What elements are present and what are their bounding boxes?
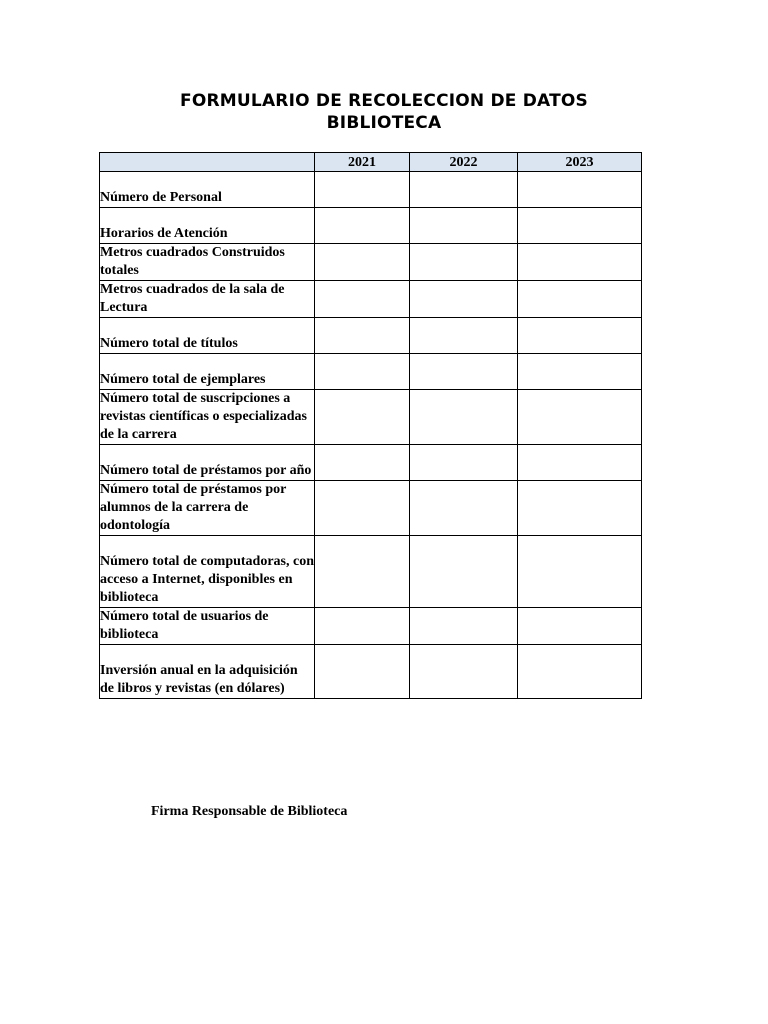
row-label: Número total de computadoras, con acceso a Internet, disponibles en biblioteca: [100, 536, 315, 608]
row-label: Número total de títulos: [100, 318, 315, 354]
table-row: [100, 208, 642, 244]
value-cell-2021[interactable]: [315, 390, 410, 445]
value-cell-2021[interactable]: [315, 244, 410, 281]
table-row: [100, 608, 642, 645]
value-cell-2022[interactable]: [410, 608, 518, 645]
value-cell-2021[interactable]: [315, 536, 410, 608]
table-row: [100, 172, 642, 208]
value-cell-2023[interactable]: [518, 354, 642, 390]
page-title-line-2: BIBLIOTECA: [326, 113, 442, 133]
value-cell-2022[interactable]: [410, 172, 518, 208]
row-label: Número total de ejemplares: [100, 354, 315, 390]
value-cell-2023[interactable]: [518, 244, 642, 281]
row-label: Número total de usuarios de biblioteca: [100, 608, 315, 645]
table-row: [100, 645, 642, 699]
row-label: Número de Personal: [100, 172, 315, 208]
value-cell-2021[interactable]: [315, 208, 410, 244]
value-cell-2022[interactable]: [410, 281, 518, 318]
value-cell-2022[interactable]: [410, 208, 518, 244]
table-row: [100, 281, 642, 318]
row-label: Metros cuadrados Construidos totales: [100, 244, 315, 281]
year-header-2023: 2023: [518, 153, 642, 172]
row-label: Número total de préstamos por alumnos de la carrera de odontología: [100, 481, 315, 536]
value-cell-2023[interactable]: [518, 536, 642, 608]
value-cell-2022[interactable]: [410, 445, 518, 481]
table-corner-cell: [100, 153, 315, 172]
value-cell-2023[interactable]: [518, 445, 642, 481]
row-label: Número total de préstamos por año: [100, 445, 315, 481]
table-row: [100, 354, 642, 390]
table-header-row: [100, 153, 642, 172]
value-cell-2021[interactable]: [315, 608, 410, 645]
data-collection-table: [99, 152, 642, 699]
row-label: Horarios de Atención: [100, 208, 315, 244]
value-cell-2022[interactable]: [410, 536, 518, 608]
row-label: Metros cuadrados de la sala de Lectura: [100, 281, 315, 318]
value-cell-2023[interactable]: [518, 208, 642, 244]
value-cell-2023[interactable]: [518, 481, 642, 536]
value-cell-2021[interactable]: [315, 354, 410, 390]
value-cell-2021[interactable]: [315, 445, 410, 481]
value-cell-2021[interactable]: [315, 481, 410, 536]
page-title: [100, 90, 668, 134]
value-cell-2022[interactable]: [410, 354, 518, 390]
table-row: [100, 481, 642, 536]
value-cell-2023[interactable]: [518, 608, 642, 645]
table-row: [100, 536, 642, 608]
value-cell-2022[interactable]: [410, 318, 518, 354]
value-cell-2022[interactable]: [410, 481, 518, 536]
row-label: Número total de suscripciones a revistas científicas o especializadas de la carrera: [100, 390, 315, 445]
row-label: Inversión anual en la adquisición de libros y revistas (en dólares): [100, 645, 315, 699]
value-cell-2023[interactable]: [518, 318, 642, 354]
value-cell-2023[interactable]: [518, 172, 642, 208]
value-cell-2021[interactable]: [315, 645, 410, 699]
value-cell-2022[interactable]: [410, 645, 518, 699]
value-cell-2021[interactable]: [315, 172, 410, 208]
value-cell-2022[interactable]: [410, 244, 518, 281]
year-header-2022: 2022: [410, 153, 518, 172]
value-cell-2022[interactable]: [410, 390, 518, 445]
table-row: [100, 318, 642, 354]
value-cell-2021[interactable]: [315, 281, 410, 318]
table-row: [100, 445, 642, 481]
value-cell-2023[interactable]: [518, 390, 642, 445]
table-row: [100, 244, 642, 281]
value-cell-2021[interactable]: [315, 318, 410, 354]
signature-label: Firma Responsable de Biblioteca: [151, 804, 348, 819]
value-cell-2023[interactable]: [518, 281, 642, 318]
table-row: [100, 390, 642, 445]
page-title-line-1: FORMULARIO DE RECOLECCION DE DATOS: [180, 91, 588, 111]
year-header-2021: 2021: [315, 153, 410, 172]
value-cell-2023[interactable]: [518, 645, 642, 699]
